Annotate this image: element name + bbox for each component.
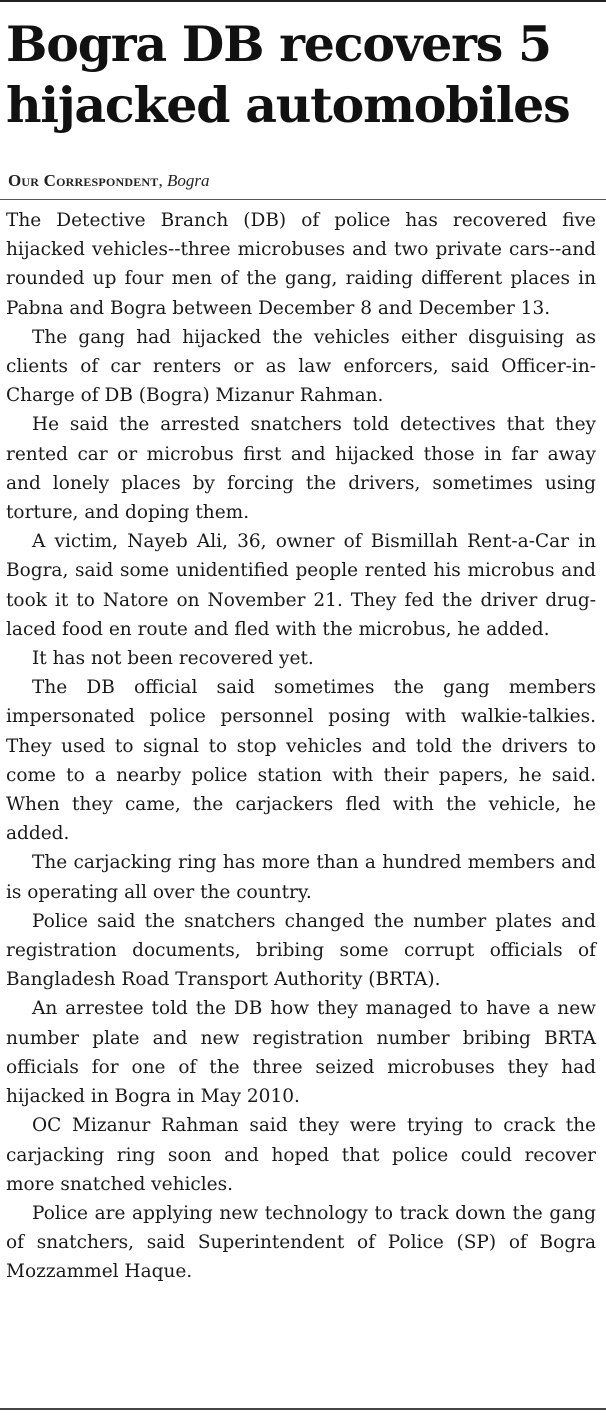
byline (8, 170, 210, 192)
byline-author: Our Correspondent (8, 171, 159, 190)
bottom-rule (0, 1408, 606, 1410)
paragraph-5: It has not been recovered yet. (32, 648, 314, 670)
paragraph-8: Police said the snatchers changed the number plates and registration documents, bribing some corrupt officials of Bangladesh Road Transport Authority (BRTA). (6, 910, 596, 991)
paragraph-3: He said the arrested snatchers told detectives that they rented car or microbus first and hijacked those in far away and lonely places by forcing the drivers, sometimes using torture, and doping them. (6, 414, 596, 524)
paragraph-2: The gang had hijacked the vehicles either disguising as clients of car renters or as law enforcers, said Officer-in-Charge of DB (Bogra) Mizanur Rahman. (6, 326, 596, 407)
paragraph-1: The Detective Branch (DB) of police has recovered five hijacked vehicles--three microbuses and two private cars--and rounded up four men of the gang, raiding different places in Pabna and Bogra between December 8 and December 13. (6, 210, 596, 319)
byline-location: Bogra (167, 171, 210, 190)
paragraph-11: Police are applying new technology to track down the gang of snatchers, said Superintendent of Police (SP) of Bogra Mozzammel Haque. (6, 1202, 596, 1283)
article-body (6, 206, 596, 1287)
byline-separator: , (158, 171, 167, 190)
headline: Bogra DB recovers 5 hijacked automobiles (6, 15, 570, 134)
top-rule (0, 0, 606, 2)
paragraph-4: A victim, Nayeb Ali, 36, owner of Bismillah Rent-a-Car in Bogra, said some unidentified people rented his microbus and took it to Natore on November 21. They fed the driver drug-laced food en route and fled with the microbus, he added. (6, 531, 596, 640)
paragraph-7: The carjacking ring has more than a hundred members and is operating all over the country. (6, 852, 596, 903)
paragraph-6: The DB official said sometimes the gang members impersonated police personnel posing with walkie-talkies. They used to signal to stop vehicles and told the drivers to come to a nearby police station with their papers, he said. When they came, the carjackers fled with the vehicle, he added. (6, 677, 596, 845)
byline-divider (0, 199, 606, 200)
paragraph-9: An arrestee told the DB how they managed to have a new number plate and new registration number bribing BRTA officials for one of the three seized microbuses they had hijacked in Bogra in May 2010. (6, 998, 596, 1108)
paragraph-10: OC Mizanur Rahman said they were trying to crack the carjacking ring soon and hoped that police could recover more snatched vehicles. (6, 1115, 596, 1195)
